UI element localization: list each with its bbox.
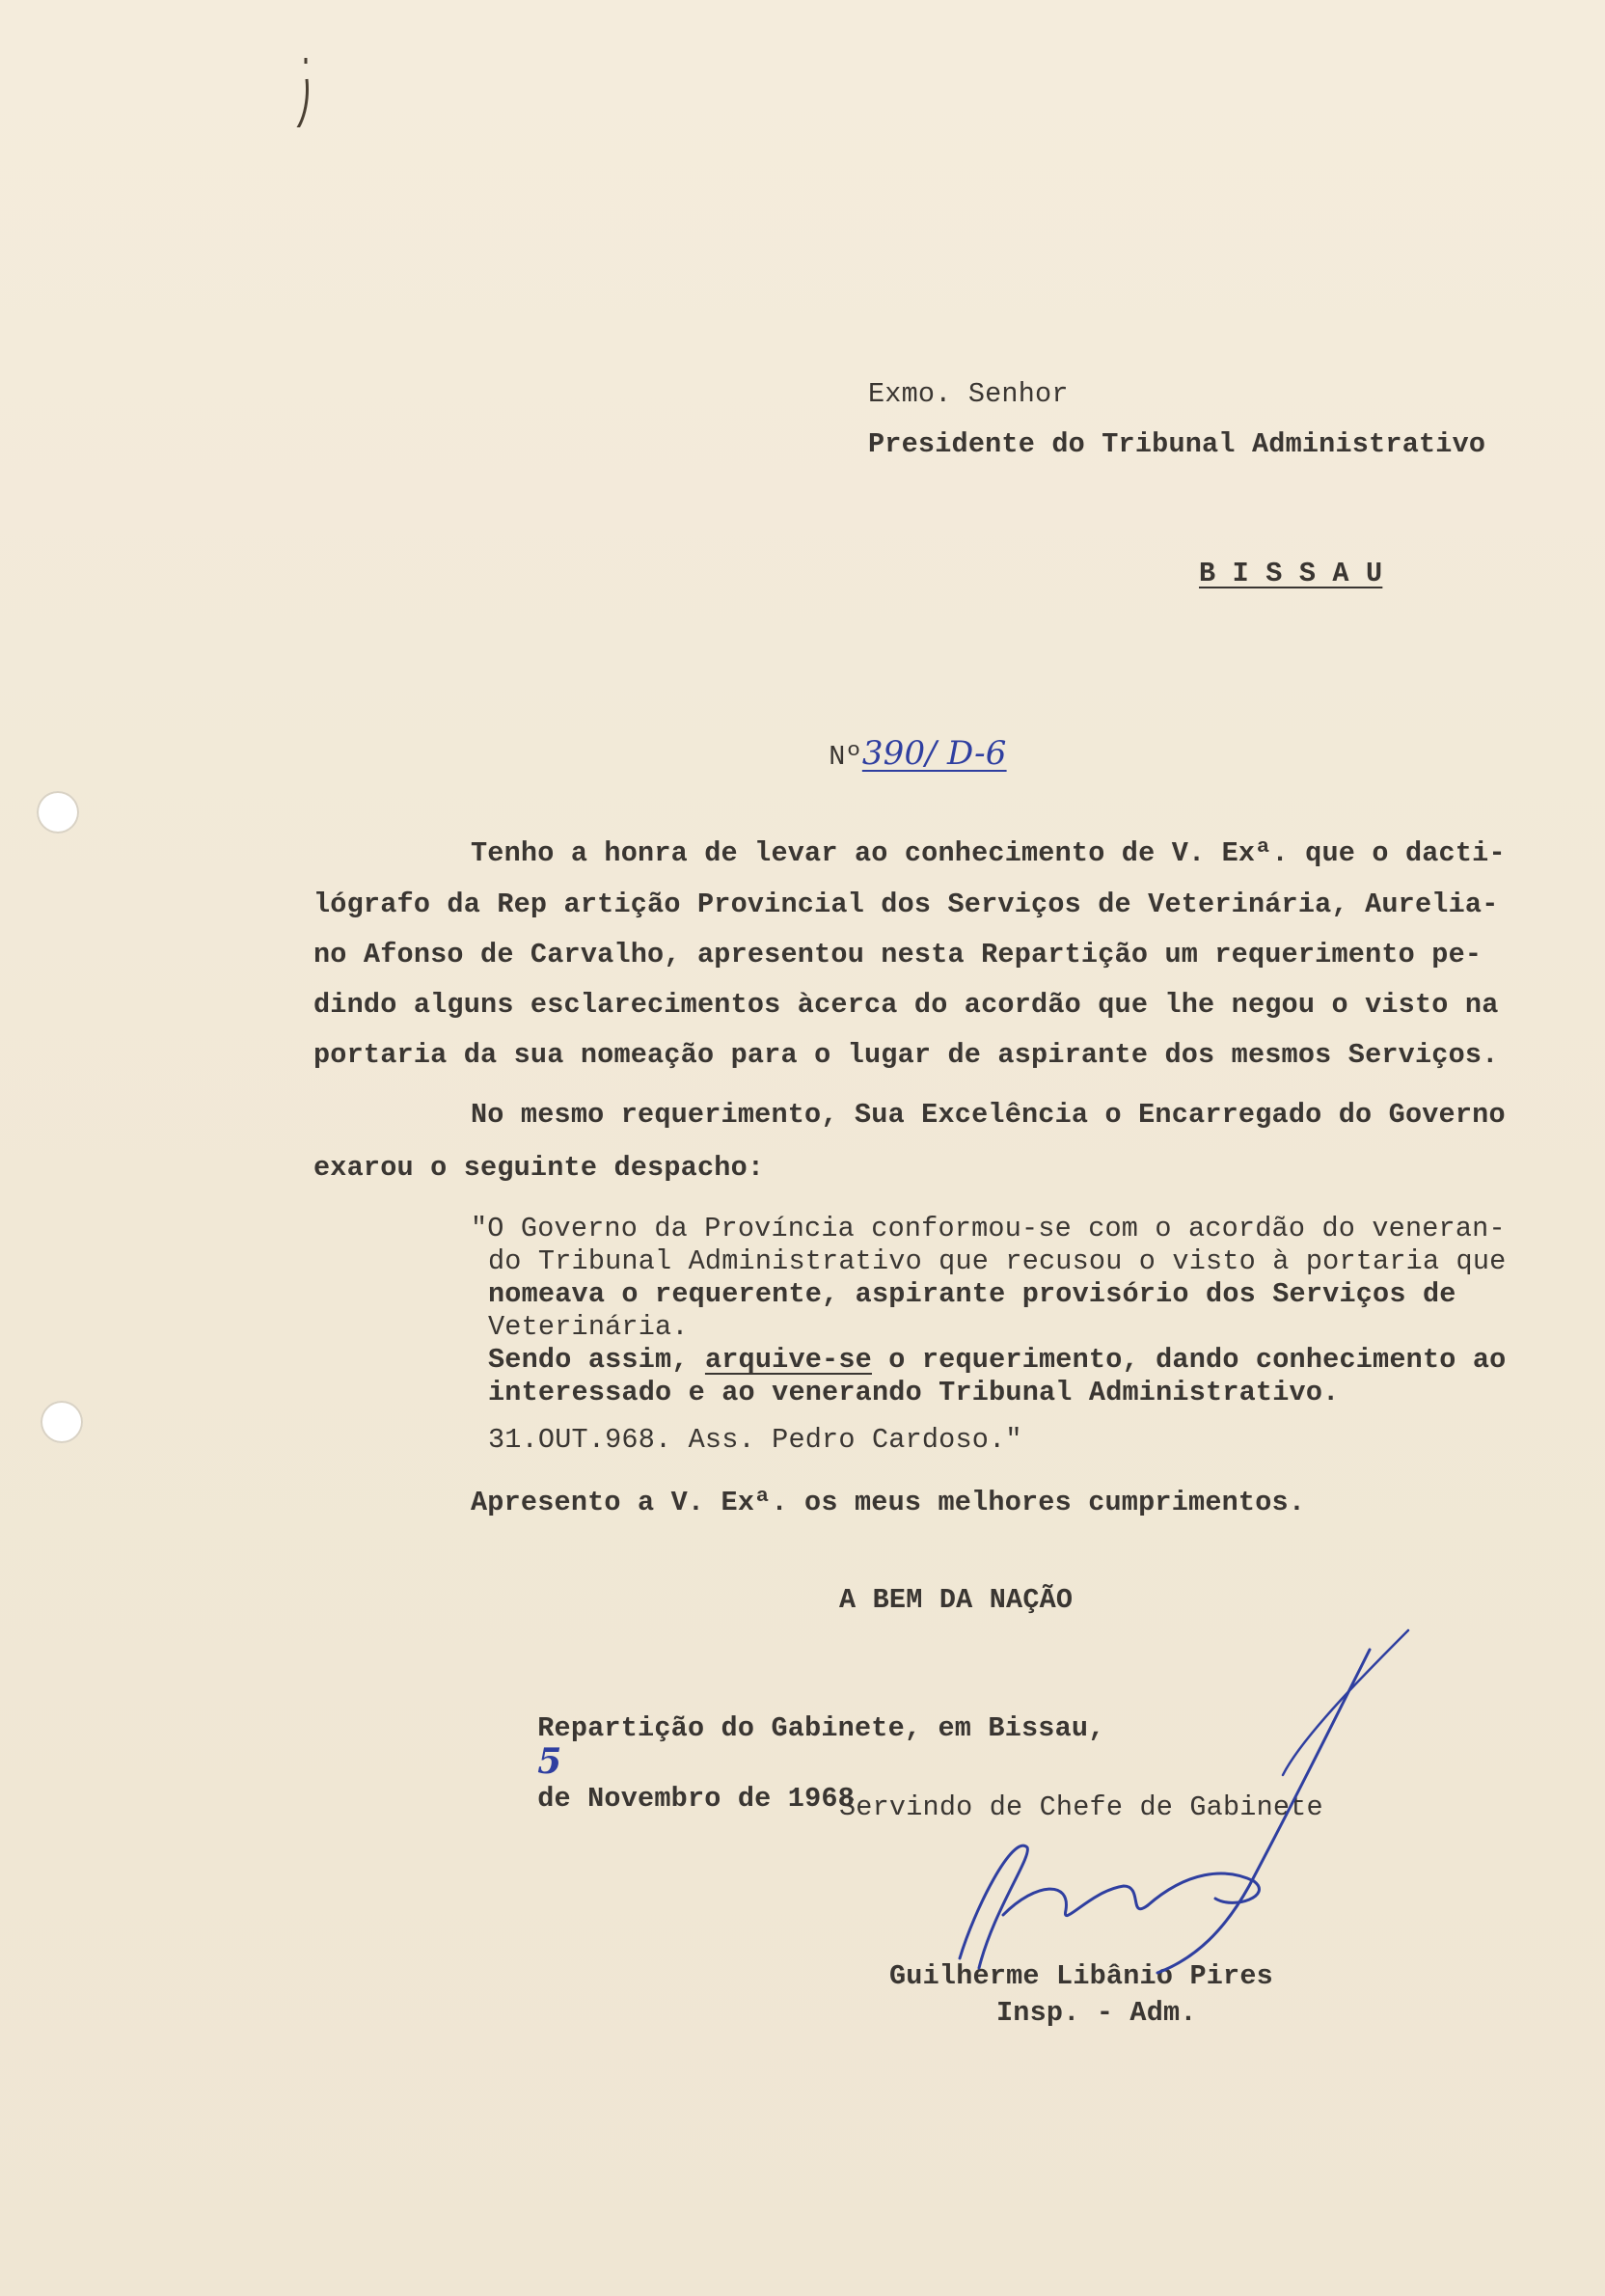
motto: A BEM DA NAÇÃO — [839, 1584, 1074, 1616]
paragraph-line: no Afonso de Carvalho, apresentou nesta Repartição um requerimento pe- — [313, 939, 1483, 970]
signature-role: Servindo de Chefe de Gabinete — [839, 1791, 1323, 1823]
quote-line: do Tribunal Administrativo que recusou o visto à portaria que — [488, 1245, 1507, 1277]
signature-title: Insp. - Adm. — [996, 1997, 1197, 2029]
quote-line: "O Governo da Província conformou-se com o acordão do veneran- — [471, 1213, 1506, 1244]
quote-line: nomeava o requerente, aspirante provisório dos Serviços de — [488, 1278, 1456, 1310]
reference-prefix: Nº — [829, 741, 862, 773]
dateline-day: 5 — [537, 1741, 562, 1782]
reference-line — [762, 704, 1007, 806]
quote-line: interessado e ao venerando Tribunal Administrativo. — [488, 1377, 1340, 1408]
paragraph-line: exarou o seguinte despacho: — [313, 1152, 765, 1184]
pen-mark-icon — [289, 50, 318, 127]
recipient-salutation: Exmo. Senhor — [868, 378, 1069, 410]
recipient-city: B I S S A U — [1199, 558, 1383, 589]
quote-text: o requerimento, dando conhecimento ao — [871, 1344, 1507, 1376]
quote-underlined-text: arquive-se — [704, 1344, 872, 1376]
paragraph-line: dindo alguns esclarecimentos àcerca do acordão que lhe negou o visto na — [313, 989, 1499, 1021]
reference-number: 390/ D-6 — [861, 734, 1007, 773]
recipient-title: Presidente do Tribunal Administrativo — [868, 428, 1486, 460]
dateline-place: Repartição do Gabinete, em Bissau, — [537, 1712, 1105, 1744]
paragraph-line: No mesmo requerimento, Sua Excelência o Encarregado do Governo — [471, 1099, 1506, 1131]
quote-date: 31.OUT.968. Ass. Pedro Cardoso." — [488, 1424, 1022, 1456]
paragraph-line: Tenho a honra de levar ao conhecimento de V. Exª. que o dacti- — [471, 837, 1506, 869]
handwritten-signature-icon — [868, 1592, 1466, 1997]
quote-text: Sendo assim, — [488, 1344, 705, 1376]
punch-hole-bottom — [41, 1401, 83, 1443]
dateline-month-year: de Novembro de 1968 — [537, 1783, 855, 1815]
punch-hole-top — [37, 791, 79, 834]
paragraph-line: portaria da sua nomeação para o lugar de aspirante dos mesmos Serviços. — [313, 1039, 1499, 1071]
paragraph-line: lógrafo da Rep artição Provincial dos Serviços de Veterinária, Aurelia- — [313, 888, 1499, 920]
signature-name: Guilherme Libânio Pires — [889, 1960, 1273, 1992]
quote-line — [488, 1344, 1506, 1377]
closing-line: Apresento a V. Exª. os meus melhores cumprimentos. — [471, 1487, 1306, 1518]
quote-line: Veterinária. — [488, 1311, 689, 1343]
